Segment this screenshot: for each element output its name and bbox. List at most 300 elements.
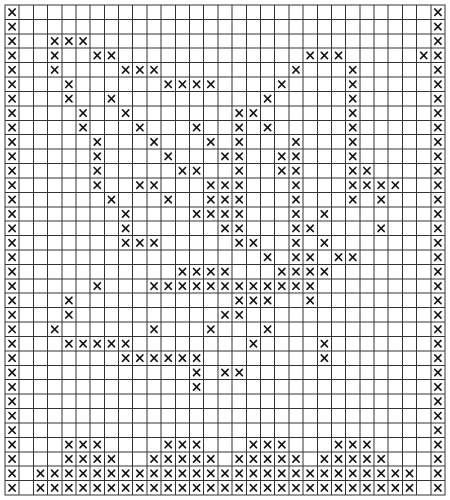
grid-cell [19, 293, 33, 307]
grid-cell [317, 221, 331, 235]
grid-cell [190, 149, 204, 163]
grid-cell [346, 423, 360, 437]
grid-cell [33, 207, 47, 221]
grid-cell [374, 48, 388, 62]
grid-cell [260, 135, 274, 149]
grid-cell [19, 192, 33, 206]
grid-cell [275, 135, 289, 149]
grid-cell [48, 5, 62, 19]
grid-cell [190, 48, 204, 62]
grid-cell [246, 351, 260, 365]
grid-cell [62, 120, 76, 134]
grid-cell [232, 34, 246, 48]
grid-cell [374, 308, 388, 322]
grid-cell [161, 322, 175, 336]
grid-cell [303, 5, 317, 19]
grid-cell [388, 48, 402, 62]
grid-cell [175, 394, 189, 408]
grid-cell [62, 63, 76, 77]
grid-cell [317, 135, 331, 149]
grid-cell [402, 63, 416, 77]
grid-cell [90, 19, 104, 33]
grid-cell [402, 34, 416, 48]
grid-cell [246, 250, 260, 264]
grid-cell [175, 308, 189, 322]
grid-cell [48, 178, 62, 192]
grid-cell [190, 221, 204, 235]
grid-cell [346, 365, 360, 379]
grid-cell [33, 77, 47, 91]
grid-cell [417, 250, 431, 264]
grid-cell [317, 5, 331, 19]
grid-cell [402, 178, 416, 192]
grid-cell [260, 336, 274, 350]
grid-cell [303, 322, 317, 336]
grid-cell [104, 322, 118, 336]
grid-cell [232, 437, 246, 451]
grid-cell [161, 34, 175, 48]
grid-cell [62, 48, 76, 62]
grid-cell [147, 48, 161, 62]
grid-cell [190, 63, 204, 77]
grid-cell [147, 250, 161, 264]
grid-cell [303, 34, 317, 48]
grid-cell [260, 351, 274, 365]
grid-cell [133, 279, 147, 293]
grid-cell [374, 34, 388, 48]
grid-cell [317, 63, 331, 77]
grid-cell [76, 250, 90, 264]
grid-cell [19, 250, 33, 264]
grid-cell [90, 77, 104, 91]
grid-cell [104, 365, 118, 379]
grid-cell [388, 19, 402, 33]
grid-cell [204, 48, 218, 62]
grid-cell [388, 236, 402, 250]
grid-cell [19, 178, 33, 192]
grid-cell [104, 293, 118, 307]
grid-cell [218, 336, 232, 350]
grid-cell [19, 5, 33, 19]
grid-cell [388, 264, 402, 278]
grid-cell [402, 293, 416, 307]
grid-cell [346, 308, 360, 322]
grid-cell [48, 336, 62, 350]
grid-cell [303, 351, 317, 365]
grid-cell [402, 264, 416, 278]
grid-cell [275, 380, 289, 394]
grid-cell [119, 48, 133, 62]
grid-cell [190, 322, 204, 336]
grid-cell [246, 120, 260, 134]
grid-cell [119, 308, 133, 322]
grid-cell [417, 192, 431, 206]
grid-cell [48, 452, 62, 466]
grid-cell [133, 207, 147, 221]
grid-cell [331, 207, 345, 221]
grid-cell [218, 19, 232, 33]
grid-cell [360, 236, 374, 250]
grid-cell [19, 77, 33, 91]
grid-cell [190, 135, 204, 149]
grid-cell [90, 365, 104, 379]
grid-cell [62, 5, 76, 19]
grid-cell [232, 250, 246, 264]
grid-cell [19, 365, 33, 379]
grid-cell [331, 308, 345, 322]
grid-cell [190, 236, 204, 250]
grid-cell [303, 394, 317, 408]
grid-cell [104, 221, 118, 235]
grid-cell [360, 120, 374, 134]
grid-cell [19, 149, 33, 163]
grid-cell [218, 394, 232, 408]
grid-cell [19, 394, 33, 408]
grid-cell [19, 106, 33, 120]
grid-cell [133, 19, 147, 33]
grid-cell [76, 192, 90, 206]
grid-cell [402, 394, 416, 408]
grid-cell [417, 77, 431, 91]
grid-cell [175, 221, 189, 235]
grid-cell [204, 106, 218, 120]
grid-cell [317, 149, 331, 163]
grid-cell [33, 394, 47, 408]
grid-cell [48, 164, 62, 178]
grid-cell [402, 149, 416, 163]
grid-cell [33, 322, 47, 336]
grid-cell [303, 120, 317, 134]
grid-cell [76, 308, 90, 322]
grid-cell [402, 5, 416, 19]
grid-cell [402, 135, 416, 149]
grid-cell [19, 221, 33, 235]
grid-cell [33, 279, 47, 293]
grid-cell [119, 120, 133, 134]
grid-cell [360, 5, 374, 19]
grid-cell [147, 409, 161, 423]
grid-cell [204, 91, 218, 105]
grid-cell [417, 380, 431, 394]
grid-cell [161, 178, 175, 192]
grid-cell [218, 423, 232, 437]
grid-cell [246, 63, 260, 77]
grid-cell [331, 264, 345, 278]
grid-cell [232, 5, 246, 19]
grid-cell [133, 409, 147, 423]
grid-cell [147, 423, 161, 437]
grid-cell [218, 293, 232, 307]
grid-cell [147, 5, 161, 19]
grid-cell [303, 365, 317, 379]
grid-cell [147, 380, 161, 394]
grid-cell [346, 5, 360, 19]
grid-cell [119, 164, 133, 178]
grid-cell [76, 293, 90, 307]
grid-cell [260, 48, 274, 62]
grid-cell [76, 221, 90, 235]
grid-cell [19, 351, 33, 365]
grid-cell [204, 409, 218, 423]
grid-cell [303, 164, 317, 178]
grid-cell [275, 178, 289, 192]
grid-cell [260, 394, 274, 408]
grid-cell [133, 77, 147, 91]
grid-cell [374, 149, 388, 163]
grid-cell [232, 264, 246, 278]
grid-cell [388, 322, 402, 336]
grid-cell [260, 63, 274, 77]
grid-cell [133, 192, 147, 206]
grid-cell [360, 336, 374, 350]
grid-cell [33, 437, 47, 451]
grid-cell [218, 164, 232, 178]
grid-cell [388, 336, 402, 350]
grid-cell [417, 365, 431, 379]
grid-cell [374, 19, 388, 33]
grid-cell [218, 322, 232, 336]
grid-cell [374, 207, 388, 221]
grid-cell [175, 5, 189, 19]
grid-cell [19, 164, 33, 178]
grid-cell [161, 106, 175, 120]
grid-cell [388, 221, 402, 235]
grid-cell [104, 164, 118, 178]
grid-cell [388, 394, 402, 408]
grid-cell [119, 250, 133, 264]
grid-cell [346, 207, 360, 221]
grid-cell [331, 149, 345, 163]
grid-cell [402, 192, 416, 206]
grid-cell [246, 91, 260, 105]
grid-cell [317, 91, 331, 105]
grid-cell [62, 207, 76, 221]
grid-cell [33, 351, 47, 365]
grid-cell [33, 149, 47, 163]
grid-cell [48, 120, 62, 134]
grid-cell [289, 120, 303, 134]
grid-cell [133, 308, 147, 322]
grid-cell [190, 409, 204, 423]
grid-cell [104, 34, 118, 48]
grid-cell [374, 250, 388, 264]
grid-cell [374, 106, 388, 120]
grid-cell [289, 423, 303, 437]
grid-cell [303, 19, 317, 33]
grid-cell [175, 365, 189, 379]
grid-cell [417, 423, 431, 437]
grid-cell [48, 106, 62, 120]
grid-cell [190, 192, 204, 206]
grid-cell [417, 409, 431, 423]
grid-cell [33, 250, 47, 264]
grid-cell [417, 120, 431, 134]
grid-cell [402, 279, 416, 293]
grid-cell [275, 48, 289, 62]
grid-cell [62, 106, 76, 120]
grid-cell [275, 5, 289, 19]
grid-cell [62, 149, 76, 163]
grid-cell [275, 423, 289, 437]
grid-cell [204, 351, 218, 365]
grid-cell [246, 308, 260, 322]
grid-cell [317, 409, 331, 423]
grid-cell [161, 409, 175, 423]
grid-cell [33, 221, 47, 235]
grid-cell [360, 394, 374, 408]
grid-cell [33, 5, 47, 19]
grid-cell [62, 178, 76, 192]
grid-cell [402, 351, 416, 365]
grid-cell [346, 264, 360, 278]
grid-cell [260, 178, 274, 192]
grid-cell [402, 207, 416, 221]
grid-cell [346, 336, 360, 350]
grid-cell [147, 437, 161, 451]
grid-cell [19, 91, 33, 105]
grid-cell [204, 236, 218, 250]
grid-cell [48, 351, 62, 365]
grid-cell [76, 322, 90, 336]
grid-cell [317, 178, 331, 192]
grid-cell [190, 250, 204, 264]
grid-cell [19, 336, 33, 350]
grid-cell [246, 423, 260, 437]
grid-cell [374, 236, 388, 250]
grid-cell [147, 164, 161, 178]
grid-cell [417, 149, 431, 163]
grid-cell [275, 207, 289, 221]
grid-cell [62, 164, 76, 178]
grid-cell [90, 423, 104, 437]
grid-cell [33, 178, 47, 192]
grid-cell [346, 236, 360, 250]
grid-cell [417, 207, 431, 221]
grid-cell [104, 437, 118, 451]
grid-cell [303, 149, 317, 163]
grid-cell [360, 351, 374, 365]
grid-cell [346, 19, 360, 33]
grid-cell [190, 336, 204, 350]
grid-cell [331, 236, 345, 250]
grid-cell [303, 452, 317, 466]
grid-cell [402, 19, 416, 33]
grid-cell [76, 5, 90, 19]
grid-cell [48, 409, 62, 423]
grid-cell [218, 63, 232, 77]
grid-cell [374, 264, 388, 278]
grid-cell [204, 437, 218, 451]
grid-cell [388, 106, 402, 120]
grid-cell [33, 293, 47, 307]
grid-cell [346, 221, 360, 235]
grid-cell [48, 236, 62, 250]
grid-cell [190, 423, 204, 437]
grid-cell [19, 207, 33, 221]
grid-cell [303, 63, 317, 77]
grid-cell [33, 91, 47, 105]
grid-cell [246, 221, 260, 235]
grid-cell [289, 437, 303, 451]
grid-cell [360, 308, 374, 322]
grid-cell [317, 308, 331, 322]
grid-cell [388, 279, 402, 293]
grid-cell [360, 409, 374, 423]
grid-cell [161, 135, 175, 149]
grid-cell [275, 34, 289, 48]
grid-cell [331, 365, 345, 379]
grid-cell [218, 452, 232, 466]
grid-cell [175, 322, 189, 336]
grid-cell [232, 336, 246, 350]
grid-cell [90, 91, 104, 105]
grid-cell [90, 34, 104, 48]
grid-cell [119, 322, 133, 336]
grid-cell [360, 91, 374, 105]
grid-cell [317, 106, 331, 120]
grid-cell [246, 77, 260, 91]
grid-cell [76, 365, 90, 379]
grid-cell [331, 5, 345, 19]
grid-cell [331, 77, 345, 91]
grid-cell [303, 308, 317, 322]
grid-cell [388, 293, 402, 307]
grid-cell [133, 380, 147, 394]
grid-cell [33, 452, 47, 466]
grid-cell [388, 308, 402, 322]
grid-cell [76, 351, 90, 365]
grid-cell [19, 63, 33, 77]
grid-cell [175, 149, 189, 163]
grid-cell [317, 164, 331, 178]
grid-cell [104, 106, 118, 120]
grid-cell [161, 19, 175, 33]
grid-cell [147, 394, 161, 408]
grid-cell [119, 19, 133, 33]
grid-cell [360, 77, 374, 91]
grid-cell [104, 236, 118, 250]
grid-cell [218, 34, 232, 48]
grid-cell [218, 380, 232, 394]
grid-cell [161, 293, 175, 307]
grid-cell [204, 423, 218, 437]
grid-cell [48, 279, 62, 293]
grid-cell [190, 106, 204, 120]
grid-cell [62, 380, 76, 394]
grid-cell [119, 264, 133, 278]
grid-cell [289, 322, 303, 336]
grid-cell [175, 423, 189, 437]
grid-cell [133, 322, 147, 336]
grid-cell [232, 91, 246, 105]
grid-cell [402, 236, 416, 250]
grid-cell [33, 236, 47, 250]
grid-cell [147, 221, 161, 235]
grid-cell [360, 48, 374, 62]
grid-cell [232, 351, 246, 365]
grid-cell [90, 250, 104, 264]
grid-cell [246, 207, 260, 221]
grid-cell [260, 380, 274, 394]
grid-cell [275, 192, 289, 206]
grid-cell [33, 164, 47, 178]
grid-cell [260, 236, 274, 250]
grid-cell [360, 34, 374, 48]
grid-cell [175, 34, 189, 48]
grid-cell [260, 5, 274, 19]
grid-cell [175, 380, 189, 394]
grid-cell [289, 308, 303, 322]
